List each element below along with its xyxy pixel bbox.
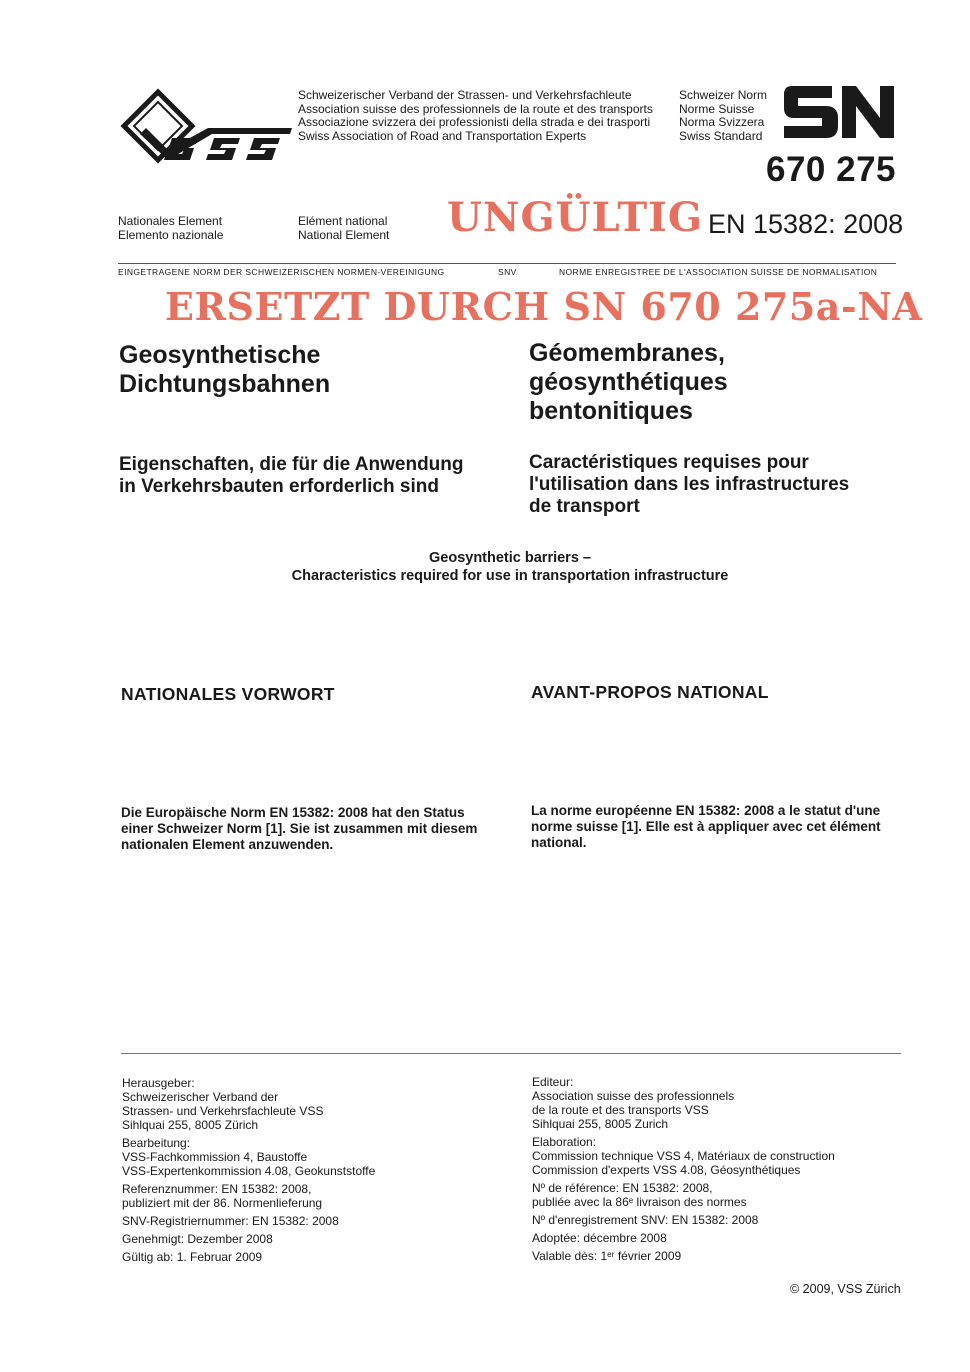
imprint-line: SNV-Registriernummer: EN 15382: 2008	[122, 1214, 339, 1228]
imprint-block	[122, 1182, 375, 1210]
imprint-line: Sihlquai 255, 8005 Zurich	[532, 1117, 669, 1131]
foreword-line: La norme européenne EN 15382: 2008 a le statut d'une	[531, 803, 881, 818]
organization-names	[298, 89, 653, 143]
title-line: Dichtungsbahnen	[119, 370, 331, 398]
registration-middle: SNV	[498, 267, 517, 277]
title-line: Geosynthetische	[119, 341, 321, 369]
title-en	[0, 549, 970, 585]
copyright: © 2009, VSS Zürich	[790, 1282, 901, 1296]
title-fr	[529, 339, 728, 426]
national-element-de	[118, 215, 223, 242]
en-reference: EN 15382: 2008	[708, 209, 904, 239]
imprint-block	[122, 1214, 375, 1228]
norm-number: 670 275	[766, 150, 897, 189]
foreword-line: national.	[531, 835, 587, 850]
organization-line: Schweizerischer Verband der Strassen- und Verkehrsfachleute	[298, 88, 632, 102]
foreword-line: einer Schweizer Norm [1]. Sie ist zusammen mit diesem	[121, 821, 478, 836]
imprint-line: Referenznummer: EN 15382: 2008,	[122, 1182, 312, 1196]
title-de	[119, 341, 330, 399]
imprint-line: publiziert mit der 86. Normenlieferung	[122, 1196, 323, 1210]
subtitle-fr	[529, 452, 849, 518]
national-element-line: Elément national	[298, 214, 388, 228]
imprint-line: VSS-Expertenkommission 4.08, Geokunststoffe	[122, 1164, 376, 1178]
subtitle-line: l'utilisation dans les infrastructures	[529, 474, 850, 495]
norm-type-line: Schweizer Norm	[679, 88, 768, 102]
norm-type	[679, 89, 767, 143]
imprint-line: Bearbeitung:	[122, 1136, 191, 1150]
organization-line: Swiss Association of Road and Transportation Experts	[298, 128, 587, 143]
imprint-line: Editeur:	[532, 1075, 574, 1089]
organization-line: Associazione svizzera dei professionisti della strada e dei trasporti	[298, 115, 651, 129]
imprint-line: Adoptée: décembre 2008	[532, 1231, 667, 1245]
imprint-block	[532, 1135, 835, 1177]
imprint-divider	[121, 1053, 901, 1054]
foreword-line: nationalen Element anzuwenden.	[121, 837, 334, 852]
imprint-fr	[532, 1075, 835, 1267]
title-line: bentonitiques	[529, 397, 693, 425]
imprint-line: de la route et des transports VSS	[532, 1103, 709, 1117]
invalid-stamp: UNGÜLTIG	[447, 194, 703, 241]
imprint-block	[122, 1250, 375, 1264]
foreword-heading-de: NATIONALES VORWORT	[121, 684, 335, 704]
imprint-line: Commission technique VSS 4, Matériaux de construction	[532, 1149, 835, 1163]
imprint-line: VSS-Fachkommission 4, Baustoffe	[122, 1150, 308, 1164]
registration-left: EINGETRAGENE NORM DER SCHWEIZERISCHEN NORMEN-VEREINIGUNG	[118, 267, 445, 277]
subtitle-line: Caractéristiques requises pour	[529, 452, 809, 473]
header-divider	[118, 263, 896, 264]
imprint-line: Herausgeber:	[122, 1076, 195, 1090]
imprint-block	[532, 1249, 835, 1263]
imprint-line: Nº de référence: EN 15382: 2008,	[532, 1181, 713, 1195]
imprint-block	[532, 1181, 835, 1209]
imprint-block	[122, 1076, 375, 1132]
registration-right: NORME ENREGISTREE DE L'ASSOCIATION SUISSE DE NORMALISATION	[559, 267, 878, 277]
foreword-heading-fr: AVANT-PROPOS NATIONAL	[531, 682, 769, 702]
imprint-line: Elaboration:	[532, 1135, 597, 1149]
imprint-line: Valable dès: 1ᵉʳ février 2009	[532, 1249, 682, 1263]
imprint-de	[122, 1076, 375, 1268]
imprint-block	[532, 1213, 835, 1227]
imprint-block	[532, 1075, 835, 1131]
title-line: géosynthétiques	[529, 368, 728, 396]
imprint-line: Commission d'experts VSS 4.08, Géosynthétiques	[532, 1163, 801, 1177]
subtitle-line: in Verkehrsbauten erforderlich sind	[119, 476, 439, 497]
norm-type-line: Norme Suisse	[679, 101, 755, 116]
imprint-block	[122, 1232, 375, 1246]
subtitle-de	[119, 454, 464, 498]
norm-type-line: Swiss Standard	[679, 128, 763, 143]
imprint-line: Schweizerischer Verband der	[122, 1090, 279, 1104]
foreword-text-de	[121, 805, 477, 853]
imprint-block	[122, 1136, 375, 1178]
imprint-line: Nº d'enregistrement SNV: EN 15382: 2008	[532, 1213, 759, 1227]
imprint-line: Association suisse des professionnels	[532, 1089, 735, 1103]
foreword-line: norme suisse [1]. Elle est à appliquer avec cet élément	[531, 819, 881, 834]
replaced-stamp: ERSETZT DURCH SN 670 275a-NA	[165, 284, 923, 329]
sn-logo-icon	[782, 84, 896, 145]
subtitle-line: de transport	[529, 496, 640, 517]
organization-line: Association suisse des professionnels de la route et des transports	[298, 101, 653, 116]
foreword-text-fr	[531, 803, 881, 851]
imprint-line: Genehmigt: Dezember 2008	[122, 1232, 273, 1246]
imprint-line: publiée avec la 86ᵉ livraison des normes	[532, 1195, 747, 1209]
imprint-block	[532, 1231, 835, 1245]
national-element-line: Elemento nazionale	[118, 227, 224, 242]
foreword-line: Die Europäische Norm EN 15382: 2008 hat den Status	[121, 805, 465, 820]
vss-logo-icon	[116, 88, 292, 175]
imprint-line: Strassen- und Verkehrsfachleute VSS	[122, 1104, 324, 1118]
imprint-line: Gültig ab: 1. Februar 2009	[122, 1250, 263, 1264]
national-element-line: Nationales Element	[118, 214, 223, 228]
national-element-fr	[298, 215, 389, 242]
title-en-line: Characteristics required for use in transportation infrastructure	[291, 568, 729, 584]
imprint-line: Sihlquai 255, 8005 Zürich	[122, 1118, 259, 1132]
subtitle-line: Eigenschaften, die für die Anwendung	[119, 454, 464, 475]
national-element-line: National Element	[298, 227, 390, 242]
title-line: Géomembranes,	[529, 339, 725, 367]
norm-type-line: Norma Svizzera	[679, 115, 765, 129]
title-en-line: Geosynthetic barriers –	[429, 550, 591, 566]
